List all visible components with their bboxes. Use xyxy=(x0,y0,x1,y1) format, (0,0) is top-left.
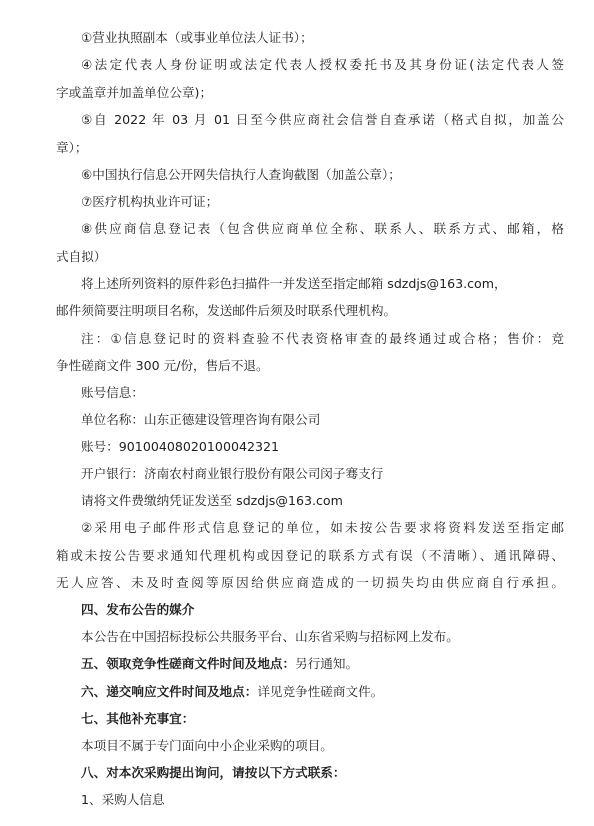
list-item-medical-license: ⑦医疗机构执业许可证； xyxy=(81,194,219,209)
paragraph-email-registration-cont-2: 无人应答、未及时查阅等原因给供应商造成的一切损失均由供应商自行承担。 xyxy=(56,575,564,590)
section-heading-response-submission: 六、递交响应文件时间及地点： xyxy=(81,684,258,699)
paragraph-note-cont: 争性磋商文件 300 元/份，售后不退。 xyxy=(56,358,269,373)
account-info-heading: 账号信息： xyxy=(81,385,144,400)
section-heading-inquiry: 八、对本次采购提出询问，请按以下方式联系： xyxy=(81,765,346,780)
list-item-dishonest-check: ⑥中国执行信息公开网失信执行人查询截图（加盖公章）； xyxy=(81,167,401,182)
list-item-business-license: ①营业执照副本（或事业单位法人证书）； xyxy=(81,30,313,45)
fee-proof-email: 请将文件费缴纳凭证发送至 sdzdjs@163.com xyxy=(81,493,343,508)
section-heading-other-matters: 七、其他补充事宜： xyxy=(81,711,195,726)
section-heading-media: 四、发布公告的媒介 xyxy=(81,602,195,617)
paragraph-send-scans-cont: 邮件须简要注明项目名称，发送邮件后须及时联系代理机构。 xyxy=(56,303,397,318)
paragraph-note: 注：①信息登记时的资料查验不代表资格审查的最终通过或合格；售价：竞 xyxy=(81,331,564,346)
paragraph-email-registration: ②采用电子邮件形式信息登记的单位，如未按公告要求将资料发送至指定邮 xyxy=(81,520,564,535)
list-item-legal-rep-id: ④法定代表人身份证明或法定代表人授权委托书及其身份证(法定代表人签 xyxy=(81,57,564,72)
paragraph-other-matters: 本项目不属于专门面向中小企业采购的项目。 xyxy=(81,738,333,753)
doc-collection-value: 另行通知。 xyxy=(295,656,359,671)
list-item-supplier-form: ⑧供应商信息登记表（包含供应商单位全称、联系人、联系方式、邮箱，格 xyxy=(81,221,564,236)
response-submission-value: 详见竞争性磋商文件。 xyxy=(257,684,384,699)
list-item-legal-rep-id-cont: 字或盖章并加盖单位公章)； xyxy=(56,85,213,100)
paragraph-email-registration-cont-1: 箱或未按公告要求通知代理机构或因登记的联系方式有误（不清晰）、通讯障碍、 xyxy=(56,548,564,563)
account-company-name: 单位名称：山东正德建设管理咨询有限公司 xyxy=(81,412,321,427)
account-bank: 开户银行：济南农村商业银行股份有限公司闵子骞支行 xyxy=(81,466,384,481)
section-doc-collection xyxy=(81,655,564,673)
account-number: 账号：9010040802010004232​1 xyxy=(81,439,280,454)
purchaser-info-heading: 1、采购人信息 xyxy=(81,792,165,807)
section-heading-doc-collection: 五、领取竞争性磋商文件时间及地点： xyxy=(81,656,296,671)
section-response-submission xyxy=(81,683,564,701)
paragraph-send-scans: 将上述所列资料的原件彩色扫描件一并发送至指定邮箱 sdzdjs@163.com， xyxy=(81,276,507,291)
list-item-supplier-form-cont: 式自拟） xyxy=(56,249,107,264)
paragraph-media: 本公告在中国招标投标公共服务平台、山东省采购与招标网上发布。 xyxy=(81,629,459,644)
list-item-credit-commitment: ⑤自 2022 年 03 月 01 日至今供应商社会信誉自查承诺（格式自拟，加盖公 xyxy=(81,112,564,127)
list-item-credit-commitment-cont: 章）； xyxy=(56,140,88,155)
